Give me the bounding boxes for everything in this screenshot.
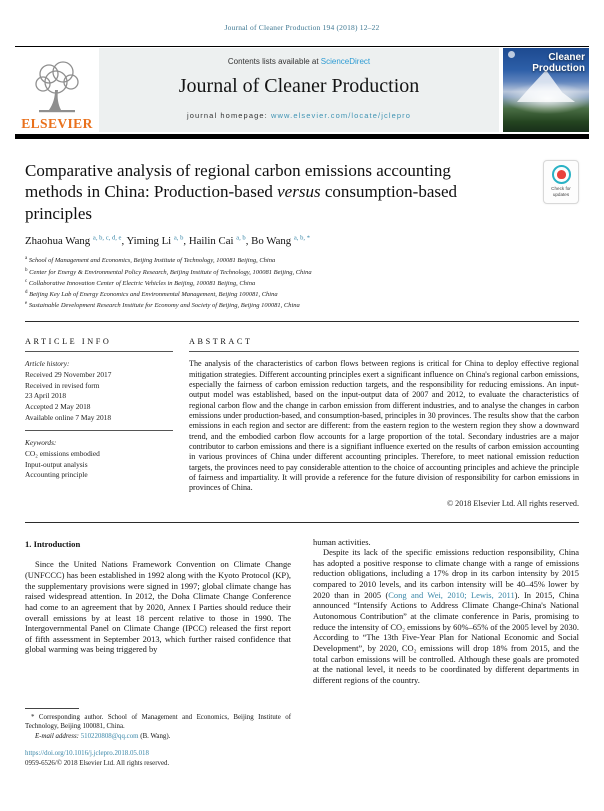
author bbox=[126, 235, 188, 247]
journal-citation-header: Journal of Cleaner Production 194 (2018) 12–22 bbox=[224, 23, 380, 32]
body-two-columns bbox=[25, 537, 579, 775]
article-info-header-rule bbox=[25, 351, 173, 352]
history-line: Received in revised form bbox=[25, 380, 100, 390]
top-rule bbox=[15, 46, 589, 47]
cover-title-line1: Cleaner bbox=[548, 52, 585, 63]
article-info-column bbox=[25, 337, 189, 507]
title-row bbox=[25, 160, 579, 225]
affiliation-item bbox=[25, 255, 579, 266]
author-affil-sup: a, b, * bbox=[293, 234, 310, 242]
contents-prefix: Contents lists available at bbox=[227, 57, 321, 66]
affiliation-item bbox=[25, 267, 579, 278]
affil-text: Collaborative Innovation Center of Electric Vehicles in Beijing, 100081 Beijing, China bbox=[27, 279, 256, 287]
affil-sup: b bbox=[25, 267, 28, 273]
homepage-prefix: journal homepage: bbox=[187, 111, 272, 120]
crossmark-icon bbox=[552, 165, 571, 184]
cover-title bbox=[532, 53, 585, 74]
cover-mountain-shape bbox=[517, 70, 575, 102]
check-updates-line2: updates bbox=[552, 192, 570, 197]
keywords-label: Keywords: bbox=[25, 438, 57, 448]
abstract-text: The analysis of the characteristics of carbon flows between regions is critical for China to deploy effective regional mitigation strategies. Different accounting principles exert a significant influence on China's regional carbon emissions, especially the fairness of carbon emission reduction targets, and the responsibility for reducing emissions. An input-output model was established, based on the input-output data of 2007 and 2012, to evaluate the characteristics of regional carbon flow and the change in carbon emission from different industries, and to analyse the changes in carbon emissions under production-based, and consumption-based, principles in 30 provinces. The results show that the carbon emissions in each region and sector are different: from the eastern region to the western region they show a downward trend, and the embodied carbon flow accounts for a large proportion of the total. Secondary industries are a major contributor to carbon emissions and there is a signifiant influence exerted on the results of carbon emission accounting in various provinces of China under different accounting principles. Therefore, to meet national emission reduction targets, the provinces need to pay considerable attention to the choice of accounting principles and achieve the principle of fairness and impartiality. It will provide a reference for the future division of responsibility for carbon emissions in provinces of China. bbox=[189, 359, 579, 493]
author-list bbox=[25, 235, 579, 248]
author-affil-sup: a, b bbox=[173, 234, 184, 242]
author-name: Yiming Li bbox=[126, 235, 172, 248]
email-line bbox=[35, 732, 291, 742]
article-history-label: Article history: bbox=[25, 359, 70, 369]
article-title bbox=[25, 160, 493, 225]
affil-text: Sustainable Development Research Institute for Economy and Society of Beijing, Beijing 100081, China bbox=[27, 302, 300, 310]
author-name: Bo Wang bbox=[251, 235, 292, 248]
affil-sup: d bbox=[25, 290, 28, 295]
affiliation-item bbox=[25, 278, 579, 289]
journal-title: Journal of Cleaner Production bbox=[178, 75, 420, 97]
homepage-line bbox=[99, 111, 499, 120]
affiliation-list bbox=[25, 255, 579, 311]
footnote-block bbox=[25, 708, 291, 775]
affil-sup: a bbox=[25, 256, 28, 262]
abstract-column bbox=[189, 337, 579, 507]
affiliation-item bbox=[25, 300, 579, 311]
affil-sup: e bbox=[25, 301, 28, 307]
abstract-copyright: © 2018 Elsevier Ltd. All rights reserved. bbox=[446, 498, 579, 508]
keyword-line: Accounting principle bbox=[25, 470, 88, 480]
email-label: E-mail address: bbox=[35, 732, 79, 740]
header-thick-rule bbox=[15, 134, 589, 139]
journal-header-banner bbox=[15, 48, 589, 132]
corresponding-author-note: * Corresponding author. School of Management and Economics, Beijing Institute of Technology, Beijing 100081, China. bbox=[25, 713, 291, 731]
intro-paragraph-continuation: human activities. bbox=[313, 536, 371, 547]
email-link[interactable]: 510220808@qq.com bbox=[80, 732, 139, 740]
article-title-part2: consumption-based principles bbox=[25, 182, 458, 223]
abstract-bottom-rule bbox=[25, 522, 579, 523]
doi-link[interactable]: https://doi.org/10.1016/j.jclepro.2018.05.018 bbox=[25, 750, 149, 758]
keywords-divider-rule bbox=[25, 430, 173, 431]
author-affil-sup: a, b bbox=[236, 234, 246, 242]
author-name: Hailin Cai bbox=[188, 235, 234, 248]
cover-title-line2: Production bbox=[532, 62, 585, 74]
elsevier-tree-icon bbox=[31, 60, 83, 116]
intro-paragraph-right bbox=[313, 547, 579, 685]
check-updates-label bbox=[551, 186, 571, 197]
history-line: Accepted 2 May 2018 bbox=[25, 401, 91, 411]
contents-line bbox=[99, 57, 499, 66]
article-info-header: ARTICLE INFO bbox=[25, 337, 112, 347]
article-title-part1: Comparative analysis of regional carbon emissions accounting methods in China: Production-based bbox=[25, 160, 451, 202]
author-sep: , bbox=[121, 235, 127, 248]
elsevier-wordmark: ELSEVIER bbox=[21, 115, 93, 131]
keyword-line: CO₂ emissions embodied bbox=[25, 449, 100, 459]
paragraph-text: ). In 2015, China announced “Intensify Actions to Address Climate Change-China's National Autonomous Contribution” at the climate conference in Paris, promising to reduce the intensity of CO₂ emissions by 60%–65% of the 2005 level by 2030. According to “The 13th Five-Year Plan for National Economic and Social Development”, by 2020, CO₂ emissions will drop 18% from 2015, and the total carbon emissions will be controlled. Although these goals are promoted at the national level, it needs to be coordinated by different departments in different regions of the country. bbox=[313, 589, 579, 685]
author bbox=[189, 235, 251, 247]
footnote-rule bbox=[25, 708, 79, 709]
body-left-column bbox=[25, 537, 291, 775]
history-line: Received 29 November 2017 bbox=[25, 370, 112, 380]
inline-citation-link[interactable]: Cong and Wei, 2010; Lewis, 2011 bbox=[388, 589, 515, 600]
check-for-updates-badge[interactable] bbox=[543, 160, 579, 204]
affiliation-item bbox=[25, 289, 579, 300]
affil-text: School of Management and Economics, Beijing Institute of Technology, 100081 Beijing, China bbox=[27, 257, 276, 265]
cover-image bbox=[503, 48, 589, 132]
abstract-header: ABSTRACT bbox=[189, 337, 253, 347]
affil-text: Beijing Key Lab of Energy Economics and Environmental Management, Beijing 100081, China bbox=[27, 291, 278, 299]
history-line: 23 April 2018 bbox=[25, 391, 67, 401]
history-line: Available online 7 May 2018 bbox=[25, 412, 112, 422]
banner-center bbox=[99, 48, 499, 132]
affil-text: Center for Energy & Environmental Policy Research, Beijing Institute of Technology, 100081 Beijing, China bbox=[27, 268, 312, 276]
author-sep: , bbox=[245, 235, 252, 248]
crossmark-drop-icon bbox=[557, 170, 566, 179]
body-right-column bbox=[313, 537, 579, 775]
cover-publisher-mark bbox=[508, 51, 515, 58]
author bbox=[25, 235, 126, 247]
article-title-italic: versus bbox=[277, 182, 321, 202]
author bbox=[251, 235, 310, 247]
abstract-header-rule bbox=[189, 351, 579, 352]
keyword-line: Input-output analysis bbox=[25, 459, 88, 469]
author-affil-sup: a, b, c, d, e bbox=[92, 234, 122, 242]
email-suffix: (B. Wang). bbox=[138, 732, 171, 740]
homepage-url-link[interactable]: www.elsevier.com/locate/jclepro bbox=[271, 111, 411, 120]
author-name: Zhaohua Wang bbox=[25, 235, 91, 248]
intro-paragraph-left: Since the United Nations Framework Convention on Climate Change (UNFCCC) has been established in 1992 along with the Kyoto Protocol (KP), the supplementary provisions were signed in 1997; global climate change has raised widespread attention. In 2012, the Doha Climate Change Conference had come to an agreement that by 2020, Annex I Parties should reduce their overall emissions by at least 18 percent relative to those in 1990. The Intergovernmental Panel on Climate Change (IPCC) released the first report of fifth assessment in September 2013, which further raised confidence that global warming was being triggered by bbox=[25, 559, 291, 655]
paragraph-text: Despite its lack of the specific emissions reduction responsibility, China has adopted a positive response to climate change with a range of emissions reduction obligations, including a 17% drop in its carbon intensity by 2015 compared to 2010 levels, and its carbon intensity will be 40–45% lower by 2020 than in 2005 ( bbox=[313, 547, 579, 600]
affil-sup: c bbox=[25, 278, 28, 284]
sciencedirect-link[interactable]: ScienceDirect bbox=[320, 57, 371, 66]
author-sep: , bbox=[183, 235, 189, 248]
section-rule bbox=[25, 321, 579, 322]
journal-cover-thumbnail bbox=[503, 48, 589, 132]
elsevier-logo bbox=[15, 48, 99, 132]
section-1-heading: 1. Introduction bbox=[25, 538, 81, 549]
info-abstract-section bbox=[25, 337, 579, 507]
check-updates-line1: Check for bbox=[551, 186, 571, 192]
issn-copyright-line: 0959-6526/© 2018 Elsevier Ltd. All rights reserved. bbox=[25, 759, 170, 767]
